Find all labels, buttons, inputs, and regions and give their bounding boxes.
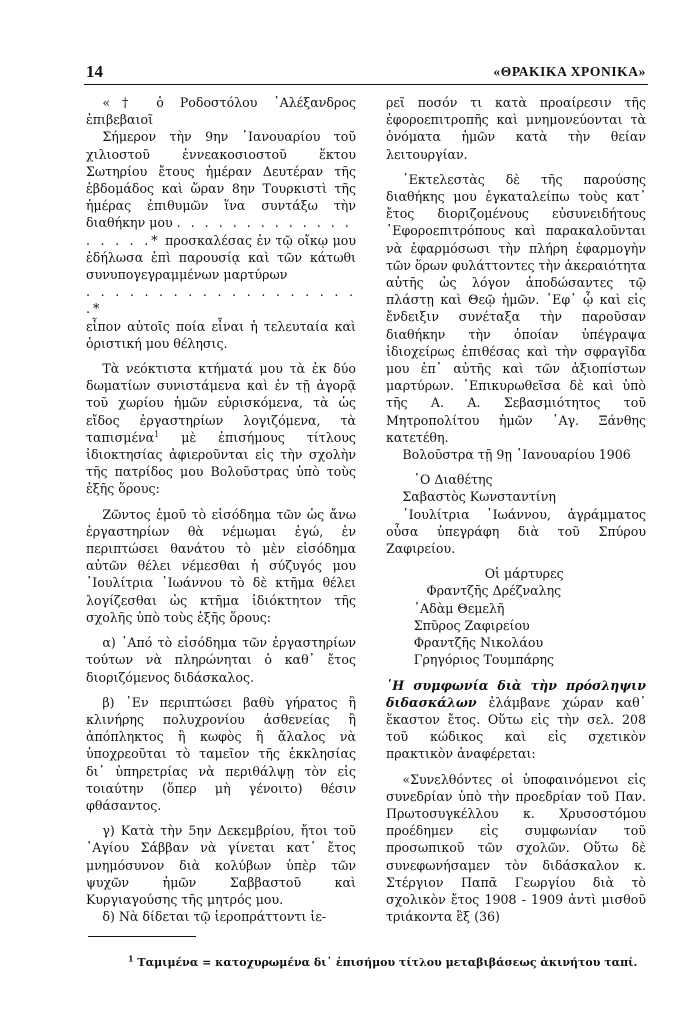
paragraph-continuation: ρεῖ ποσόν τι κατὰ προαίρεσιν τῆς ἐφοροεπιτροπῆς καὶ μνημονεύονται τὰ ὀνόματα ἡμῶν κατὰ τὴν θείαν λειτουργίαν. [386, 95, 646, 162]
paragraph-minutes-quote: «Συνελθόντες οἱ ὑποφαινόμενοι εἰς συνεδρίαν ὑπὸ τὴν προεδρίαν τοῦ Παν. Πρωτοσυγκέλλου κ. Χρυσοστόμου προέδημεν εἰς συμφωνίαν τοῦ προσωπικοῦ τῶν σχολῶν. Οὕτω δὲ συνεφωνήσαμεν τὸν διδάσκαλον κ. Στέργιον Παπᾶ Γεωργίου διὰ τὸ σχολικὸν ἔτος 1908 - 1909 ἀντὶ μισθοῦ τριάκοντα ἓξ (36) [386, 771, 646, 925]
paragraph-term-b: β) ᾿Εν περιπτώσει βαθὺ γήρατος ἢ κλινήρης πολυχρονίου ἀσθενείας ἢ ἀπόπληκτος ἢ κωφὸς ἢ ἄλαλος νὰ ὑποχρεοῦται τὸ ταμεῖον τῆς ἐκκλησίας δι᾿ ὑπηρετρίας νὰ περιθάλψῃ τὸν εἰς τοιαύτην (ὅπερ μὴ γένοιτο) θέσιν φθάσαντος. [86, 694, 356, 813]
ellipsis-line: . . . . . . . . . . . . . . . . . . . .* [86, 284, 356, 317]
paragraph-term-d: δ) Νὰ δίδεται τῷ ἱεροπράττοντι ἱε- [102, 909, 327, 925]
witness-name: Φραντζῆς Νικολάου [413, 635, 544, 651]
footnote-marker: 1 [154, 429, 160, 439]
intro-text: Σήμερον τὴν 9ην ᾿Ιανουαρίου τοῦ χιλιοστοῦ ἐννεακοσιοστοῦ ἕκτου Σωτηρίου ἔτους ἡμέραν Δευτέραν τῆς ἑβδομάδος καὶ ὥραν 8ην Τουρκιστὶ τῆς ἡμέρας ἐπιθυμῶν ἵνα συντάξω τὴν διαθήκην μου [86, 129, 356, 231]
witnesses-label: Οἱ μάρτυρες [484, 566, 564, 582]
paragraph-income: Ζῶντος ἐμοῦ τὸ εἰσόδημα τῶν ὡς ἄνω ἐργαστηρίων θὰ νέμωμαι ἐγώ, ἐν περιπτώσει θανάτου τὸ μὲν εἰσόδημα αὐτῶν θέλει νέμεσθαι ἡ σύζυγός μου ᾿Ιουλίτρια ᾿Ιωάννου τὸ δὲ κτῆμα θέλει λογίζεσθαι ὡς κτῆμα ἰδιόκτητον τῆς σχολῆς ὑπὸ τοὺς ἑξῆς ὅρους: [86, 506, 356, 625]
paragraph-properties [86, 360, 356, 498]
witness-call-text: προσκαλέσας ἐν τῷ οἴκῳ μου ἐδήλωσα ἐπὶ παρουσίᾳ καὶ τῶν κάτωθι συνυπογεγραμμένων μαρτύρων [86, 232, 356, 283]
properties-text-b: μὲ ἐπισήμους τίτλους ἰδιοκτησίας ἀφιεροῦνται εἰς τὴν σχολὴν τῆς πατρίδος μου Βολοῦστρας ὑπὸ τοὺς ἑξῆς ὅρους: [86, 429, 356, 497]
testator-label: ῾Ο Διαθέτης [413, 472, 493, 488]
header-rule [84, 84, 648, 85]
ellipsis-dots: . . . . . . . . . . . . . [176, 215, 352, 231]
date-line: Βολοῦστρα τῇ 9ῃ ᾿Ιανουαρίου 1906 [402, 447, 631, 463]
testator-name: Σαβαστὸς Κωνσταντίνη [402, 489, 556, 505]
page-number: 14 [86, 62, 103, 81]
paragraph-intro [86, 128, 356, 231]
teacher-agreement-heading: ῾Η συμφωνία διὰ τὴν πρόσληψιν διδασκάλων [386, 677, 646, 710]
teacher-agreement-text: ἐλάμβανε χώραν καθ᾿ ἕκαστον ἔτος. Οὕτω εἰς τὴν σελ. 208 τοῦ κώδικος καὶ εἰς σχετικὸν πρακτικὸν ἀναφέρεται: [386, 694, 646, 762]
left-column [86, 94, 356, 925]
paragraph-signature-line: «† ὁ Ροδοστόλου ᾿Αλέξανδρος ἐπιβεβαιοῖ [86, 95, 356, 128]
footnote-text: Ταμιμένα = κατοχυρωμένα δι᾿ ἐπισήμου τίτλου μεταβιβάσεως ἀκινήτου ταπί. [137, 956, 638, 969]
properties-text-a: Τὰ νεόκτιστα κτήματά μου τὰ ἐκ δύο δωματίων συνιστάμενα καὶ ἐν τῇ ἀγορᾷ τοῦ χωρίου ἡμῶν εὑρισκόμενα, τὰ ὡς εἴδος ἐργαστηρίων λογιζόμενα, τὰ ταπισμένα [86, 361, 356, 445]
paragraph-executors: ᾿Εκτελεστὰς δὲ τῆς παρούσης διαθήκης μου ἐγκαταλείπω τοὺς κατ᾿ ἔτος διοριζομένους εὐσυνειδήτους ᾿Εφοροεπιτρόπους καὶ παρακαλοῦνται νὰ ἐφαρμόσωσι τὴν πλήρη ἐφαρμογὴν τῶν ὅρων φυλάττοντες τὴν ἀκεραιότητα αὐτῆς ὡς λόγον ἀποδώσαντες τῷ πλάστῃ καὶ Θεῷ ἡμῶν. ᾿Εφ᾿ ᾧ καὶ εἰς ἔνδειξιν συνέταξα τὴν παροῦσαν διαθήκην τὴν ὁποίαν ὑπέγραψα ἰδιοχείρως ἐπιθέσας καὶ τὴν σφραγῖδα μου ἐπ᾿ αὐτῆς καὶ τῶν ἀξιοπίστων μαρτύρων. ᾿Επικυρωθεῖσα δὲ καὶ ὑπὸ τῆς Α. Α. Σεβασμιότητος τοῦ Μητροπολίτου ἡμῶν ῾Αγ. Ξάνθης κατετέθη. [386, 171, 646, 445]
witness-name: Σπῦρος Ζαφιρείου [413, 617, 530, 633]
footnote-rule [88, 936, 196, 937]
testator-wife: ᾿Ιουλίτρια ᾿Ιωάννου, ἀγράμματος οὖσα ὑπεγράφη διὰ τοῦ Σπύρου Ζαφιρείου. [386, 506, 646, 557]
paragraph-witness-call [86, 232, 356, 284]
witness-name: Φραντζῆς Δρέζναλης [426, 583, 562, 599]
witness-name: Γρηγόριος Τουμπάρης [413, 652, 555, 668]
witness-name: ᾿Αδὰμ Θεμελῆ [413, 600, 505, 616]
footnote-number: 1 [128, 953, 134, 964]
ellipsis-dots: . . . . .* [86, 232, 161, 248]
paragraph-term-c: γ) Κατὰ τὴν 5ην Δεκεμβρίου, ἤτοι τοῦ ῾Αγίου Σάββαν νὰ γίνεται κατ᾿ ἔτος μνημόσυνον διὰ κολύβων ὑπὲρ τῶν ψυχῶν ἡμῶν Σαββαστοῦ καὶ Κυργιαγούσης τῆς μητρός μου. [86, 823, 356, 907]
running-title: «ΘΡΑΚΙΚΑ ΧΡΟΝΙΚΑ» [493, 64, 646, 79]
footnote [128, 953, 648, 969]
paragraph-last-will: εἶπον αὐτοῖς ποία εἶναι ἡ τελευταία καὶ ὁριστική μου θέλησις. [86, 318, 356, 351]
right-column [386, 94, 646, 925]
paragraph-term-a: α) ᾿Από τὸ εἰσόδημα τῶν ἐργαστηρίων τούτων νὰ πληρώνηται ὁ καθ᾿ ἔτος διοριζόμενος διδάσκαλος. [86, 635, 356, 685]
paragraph-teacher-agreement [386, 677, 646, 763]
